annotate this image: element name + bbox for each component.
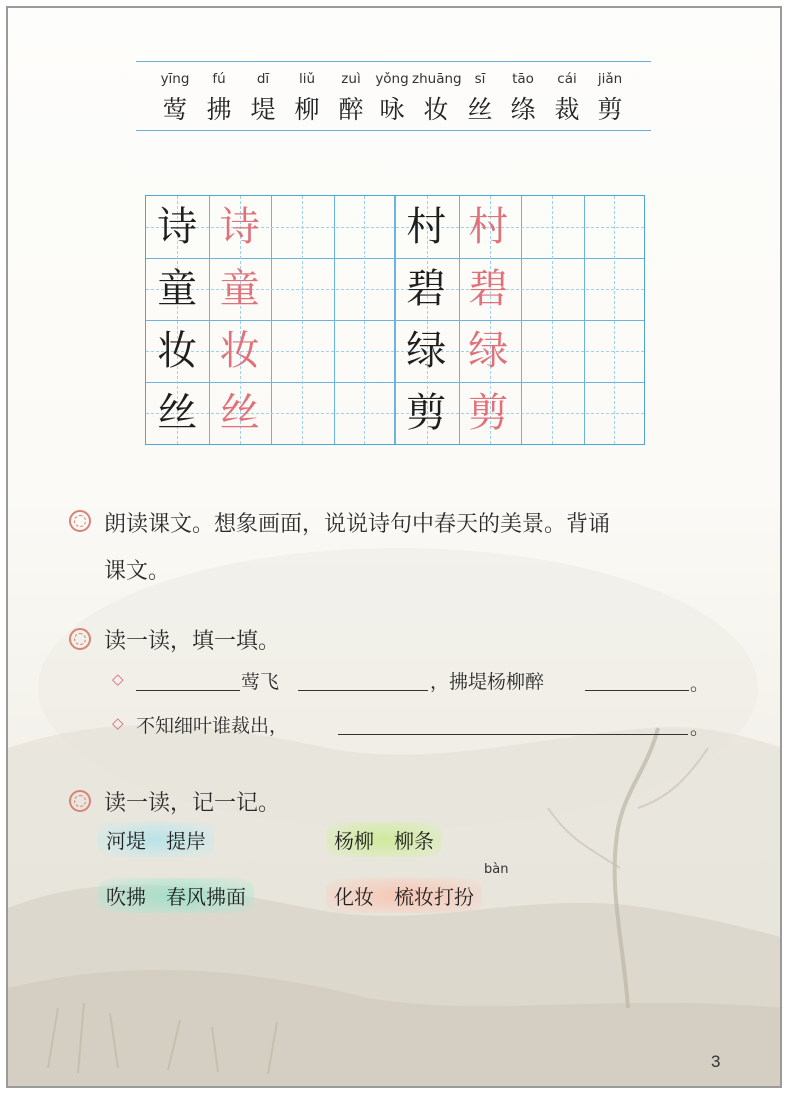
pinyin: dī <box>256 71 270 87</box>
hanzi: 丝 <box>467 95 493 124</box>
fill-blank-3[interactable] <box>585 690 689 691</box>
hanzi: 裁 <box>554 95 580 124</box>
hanzi: 柳 <box>294 95 320 124</box>
grid-trace-character: 诗 <box>219 204 260 250</box>
pinyin: liǔ <box>298 71 316 87</box>
word-group: 河堤 提岸 <box>98 822 214 857</box>
grid-model-character: 诗 <box>157 204 198 250</box>
word-group: 化妆 梳妆打扮 <box>326 878 482 913</box>
exercise-2-text: 莺飞 <box>241 671 280 693</box>
period: 。 <box>690 673 710 695</box>
grid-trace-character: 绿 <box>468 328 509 374</box>
exercise-2-text: 不知细叶谁裁出， <box>136 715 289 737</box>
grid-model-character: 丝 <box>157 390 198 436</box>
grid-trace-character: 碧 <box>468 266 509 312</box>
pinyin: sī <box>474 71 486 87</box>
exercise-marker-icon <box>69 628 91 650</box>
grid-trace-character: 村 <box>468 204 509 250</box>
pinyin: fú <box>212 71 226 87</box>
grid-model-character: 童 <box>157 266 198 312</box>
grid-model-character: 碧 <box>406 266 447 312</box>
period: 。 <box>690 717 710 739</box>
background-landscape-illustration <box>8 8 782 1088</box>
bullet-diamond-icon: ◇ <box>112 670 124 688</box>
exercise-2-title: 读一读，填一填。 <box>104 629 281 654</box>
grid-model-character: 剪 <box>406 390 447 436</box>
grid-trace-character: 妆 <box>219 328 260 374</box>
pinyin: yīng <box>160 71 190 87</box>
hanzi: 妆 <box>423 95 449 124</box>
grid-model-character: 妆 <box>157 328 198 374</box>
exercise-1-line-1: 朗读课文。想象画面，说说诗句中春天的美景。背诵 <box>104 512 611 537</box>
word-group: 吹拂 春风拂面 <box>98 878 254 913</box>
grid-trace-character: 丝 <box>219 390 260 436</box>
pinyin: zhuāng <box>412 71 462 87</box>
exercise-2-text: ，拂堤杨柳醉 <box>430 671 545 693</box>
hanzi: 堤 <box>250 95 276 124</box>
textbook-page <box>6 6 782 1088</box>
word-group: 杨柳 柳条 <box>326 822 442 857</box>
pinyin-strip <box>136 61 651 131</box>
pinyin-annotation: bàn <box>484 862 509 877</box>
fill-blank-2[interactable] <box>298 690 428 691</box>
hanzi: 莺 <box>162 95 188 124</box>
grid-trace-character: 童 <box>219 266 260 312</box>
pinyin: tāo <box>512 71 534 87</box>
pinyin: zuì <box>341 71 361 87</box>
character-writing-grid <box>145 195 645 445</box>
exercise-1-line-2: 课文。 <box>104 559 171 584</box>
exercise-3-title: 读一读，记一记。 <box>104 791 281 816</box>
hanzi: 拂 <box>206 95 232 124</box>
bullet-diamond-icon: ◇ <box>112 714 124 732</box>
exercise-marker-icon <box>69 510 91 532</box>
exercise-marker-icon <box>69 790 91 812</box>
pinyin: jiǎn <box>597 71 623 87</box>
page-number: 3 <box>711 1052 721 1071</box>
fill-blank-1[interactable] <box>136 690 240 691</box>
hanzi: 绦 <box>510 95 536 124</box>
grid-model-character: 绿 <box>406 328 447 374</box>
hanzi: 咏 <box>379 95 405 124</box>
pinyin: cái <box>557 71 577 87</box>
hanzi: 剪 <box>597 95 623 124</box>
hanzi: 醉 <box>338 95 364 124</box>
fill-blank-4[interactable] <box>338 734 688 735</box>
grid-model-character: 村 <box>406 204 447 250</box>
pinyin: yǒng <box>375 71 409 87</box>
grid-trace-character: 剪 <box>468 390 509 436</box>
